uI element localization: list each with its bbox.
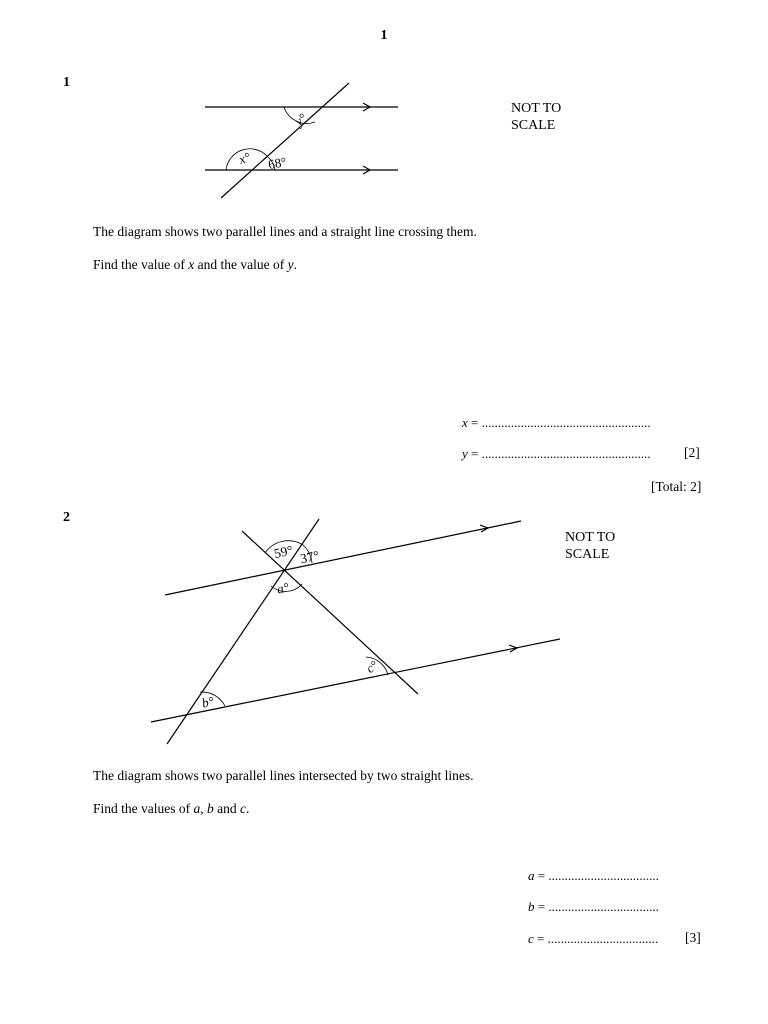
q1-text-2-y: y — [287, 257, 294, 272]
q2-text-2-c: c — [240, 801, 246, 816]
q1-text-1: The diagram shows two parallel lines and a straight line crossing them. — [93, 224, 477, 239]
question-1-number: 1 — [63, 75, 70, 90]
q1-total: [Total: 2] — [651, 479, 702, 494]
q1-answer-x-label: x — [462, 415, 468, 430]
q2-answer-a-line[interactable] — [528, 868, 659, 884]
q2-parallel-line-bottom — [151, 639, 560, 722]
q2-parallel-line-top — [165, 521, 521, 595]
q2-answer-b-label: b — [528, 899, 535, 914]
q2-answer-a-label: a — [528, 868, 535, 883]
q2-note-line-1: NOT TO — [565, 530, 616, 545]
q1-angle-x-label: x° — [236, 149, 253, 167]
q2-answer-a-equals: = — [534, 868, 549, 883]
question-2-number: 2 — [63, 510, 70, 525]
q2-text-2-b: b — [207, 801, 214, 816]
q2-angle-37-label: 37° — [298, 547, 321, 567]
q2-answer-a-dots: .................................. — [548, 868, 659, 883]
q2-text-2-a: a — [193, 801, 201, 816]
q1-note-line-2: SCALE — [511, 118, 556, 133]
q2-marks: [3] — [685, 930, 701, 945]
q2-text-2-sep2: and — [213, 801, 240, 816]
q2-answer-c-equals: = — [533, 931, 548, 946]
q1-transversal — [221, 83, 349, 198]
q1-angle-y-label: y° — [291, 110, 310, 129]
q1-answer-x-equals: = — [467, 415, 482, 430]
q2-angle-a-label: a° — [275, 579, 291, 597]
q2-text-2-pre: Find the values of — [93, 801, 194, 816]
q2-transversal-1 — [167, 519, 319, 744]
q2-text-1: The diagram shows two parallel lines intersected by two straight lines. — [93, 768, 474, 783]
q2-angle-b-label: b° — [200, 693, 216, 711]
q1-text-2-mid: and the value of — [194, 257, 288, 272]
q2-angle-c-label: c° — [363, 657, 381, 676]
q2-answer-c-dots: .................................. — [547, 931, 659, 946]
q1-answer-y-equals: = — [467, 446, 482, 461]
q2-answer-c-line[interactable] — [528, 931, 658, 947]
q2-note-line-2: SCALE — [565, 547, 610, 562]
q2-answer-c-label: c — [528, 931, 534, 946]
q1-answer-y-label: y — [462, 446, 468, 461]
q2-answer-b-line[interactable] — [528, 899, 659, 915]
q1-angle-68-label: 68° — [266, 154, 288, 172]
q1-answer-x-dots: .................................................... — [481, 415, 651, 430]
q1-answer-y-line[interactable] — [462, 446, 651, 462]
question-2-diagram — [0, 500, 768, 760]
page-number: 1 — [380, 28, 388, 43]
question-1-diagram — [0, 0, 768, 260]
q2-transversal-2 — [242, 531, 418, 694]
q2-text-2-sep1: , — [200, 801, 207, 816]
q2-angle-59-label: 59° — [272, 542, 295, 562]
q2-text-2-post: . — [246, 801, 250, 816]
q1-answer-x-line[interactable] — [462, 415, 651, 431]
q1-text-2-x: x — [188, 257, 195, 272]
q1-text-2-post: . — [293, 257, 297, 272]
q2-answer-b-equals: = — [534, 899, 549, 914]
q1-marks: [2] — [684, 445, 700, 460]
q2-text-2 — [93, 801, 249, 817]
q1-answer-y-dots: .................................................... — [481, 446, 651, 461]
q2-answer-b-dots: .................................. — [548, 899, 659, 914]
q1-note-line-1: NOT TO — [511, 101, 562, 116]
q1-not-to-scale — [511, 100, 561, 134]
q2-not-to-scale — [565, 529, 615, 563]
q1-text-2-pre: Find the value of — [93, 257, 189, 272]
q1-text-2 — [93, 257, 297, 273]
